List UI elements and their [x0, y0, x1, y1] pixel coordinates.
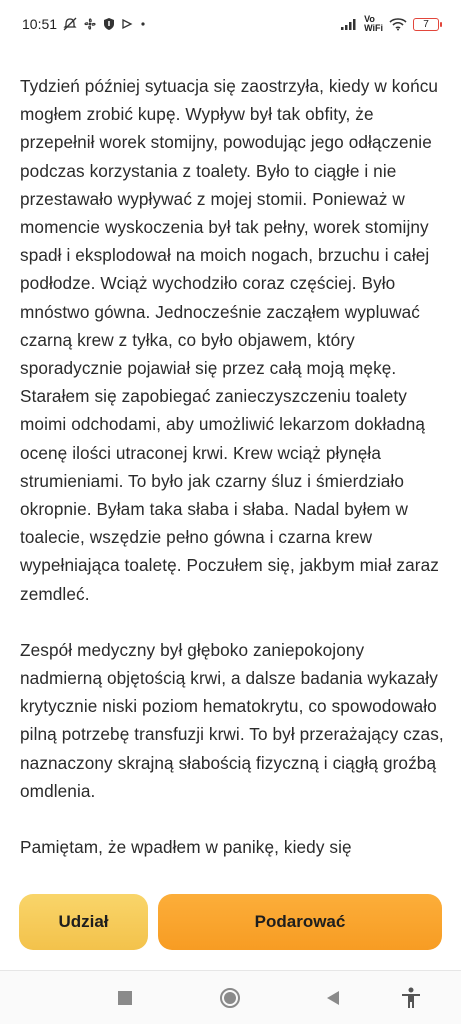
back-icon[interactable]	[320, 985, 346, 1011]
mute-icon	[63, 17, 77, 31]
battery-level: 7	[423, 18, 429, 30]
dot-icon	[139, 20, 147, 28]
wifi-icon	[389, 17, 407, 31]
action-bar	[0, 878, 461, 970]
accessibility-icon[interactable]	[398, 985, 424, 1011]
recents-icon[interactable]	[112, 985, 138, 1011]
clock: 10:51	[22, 16, 58, 32]
share-button[interactable]: Udział	[19, 894, 148, 950]
play-icon	[121, 18, 133, 30]
fan-icon	[83, 17, 97, 31]
home-icon[interactable]	[217, 985, 243, 1011]
paragraph-3: Pamiętam, że wpadłem w panikę, kiedy się	[20, 837, 352, 858]
status-left	[22, 16, 147, 32]
article-content[interactable]	[20, 72, 444, 878]
signal-icon	[340, 18, 358, 31]
battery-icon	[413, 18, 439, 31]
navigation-bar	[0, 970, 461, 1024]
shield-icon	[103, 17, 115, 31]
paragraph-2: Zespół medyczny był głęboko zaniepokojony nadmierną objętością krwi, a dalsze badania wykazały krytycznie niski poziom hematokrytu, co spowodowało pilną potrzebę transfuzji krwi. To był przerażający czas, naznaczony skrajną słabością fizyczną i ciągłą groźbą omdlenia.	[20, 639, 444, 801]
status-right	[340, 15, 439, 33]
network-label: Vo WiFi	[364, 14, 383, 33]
donate-button[interactable]: Podarować	[158, 894, 442, 950]
status-bar	[0, 0, 461, 48]
paragraph-1: Tydzień później sytuacja się zaostrzyła, kiedy w końcu mogłem zrobić kupę. Wypływ był tak obfity, że przepełnił worek stomijny, powodując jego odłączenie podczas korzystania z toalety. Było to ciągłe i nie przestawało wypływać z mojej stomii. Ponieważ w momencie wyskoczenia był tak pełny, worek stomijny spadł i eksplodował na moich nogach, brzuchu i całej podłodze. Wciąż wychodziło coraz częściej. Było mnóstwo gówna. Jednocześnie zacząłem wypluwać czarną krew z tyłka, co było objawem, który sporadycznie pojawiał się przez całą moją mękę. Starałem się zapobiegać zanieczyszczeniu toalety moimi odchodami, aby umożliwić lekarzom dokładną ocenę ilości utraconej krwi. Krew wciąż płynęła strumieniami. To było jak czarny śluz i śmierdziało okropnie. Byłam taka słaba i słaba. Nadal byłem w toalecie, wszędzie pełno gówna i czarna krew wypełniająca toaletę. Poczułem się, jakbym miał zaraz zemdleć.	[20, 76, 439, 604]
